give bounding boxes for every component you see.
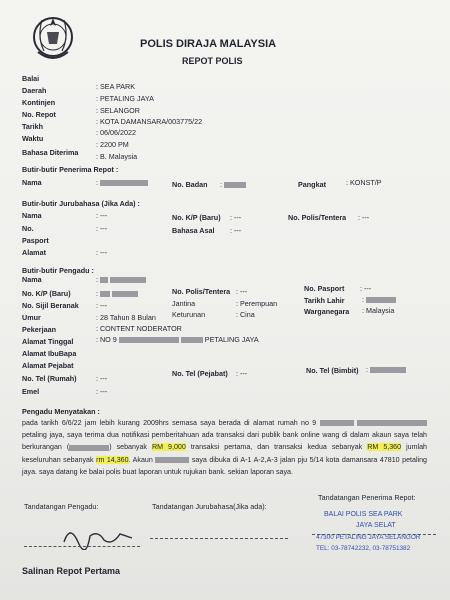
- complainant-kp-redacted: :: [96, 289, 138, 298]
- complainant-race-value: : Cina: [236, 310, 255, 319]
- interpreter-police-label: No. Polis/Tentera: [288, 213, 347, 222]
- info-label-tarikh: Tarikh: [22, 122, 44, 131]
- info-value-kontinjen: : SELANGOR: [96, 106, 140, 115]
- statement-text: [22, 417, 427, 478]
- stamp-line-4: TEL: 03-78742232, 03-78751382: [316, 545, 411, 552]
- complainant-dob-redacted: :: [362, 295, 396, 304]
- amount-first-transaction: RM 9,000: [152, 443, 186, 452]
- complainant-age-value: : 28 Tahun 8 Bulan: [96, 313, 156, 322]
- amount-second-transaction: RM 5,360: [367, 443, 402, 452]
- complainant-home-tel-value: : ---: [96, 374, 108, 383]
- complainant-home-value: [96, 335, 259, 344]
- home-address-prefix: : NO 9: [96, 335, 117, 344]
- statement-heading: Pengadu Menyatakan :: [22, 407, 100, 416]
- complainant-dob-label: Tarikh Lahir: [304, 296, 345, 305]
- complainant-signature-line: [24, 546, 140, 547]
- complainant-citizenship-value: : Malaysia: [362, 306, 395, 315]
- interpreter-signature-line: [150, 538, 288, 539]
- stamp-line-1: BALAI POLIS SEA PARK: [324, 511, 403, 518]
- complainant-heading: Butir-butir Pengadu :: [22, 266, 94, 275]
- complainant-race-label: Keturunan: [172, 310, 206, 319]
- complainant-mobile-redacted: :: [366, 365, 406, 374]
- info-value-daerah: : PETALING JAYA: [96, 94, 154, 103]
- complainant-email-label: Emel: [22, 387, 40, 396]
- complainant-name-redacted: :: [96, 275, 146, 284]
- statement-line-5: jumlah keseluruhan sebanyak: [22, 443, 428, 464]
- receiver-rank-value: : KONST/P: [346, 178, 382, 187]
- statement-line-7: saya dibuka di A-1 A-2,A-3 jalan pju 5/14 kota damansara 47810 petaling jaya. saya datang ke balai polis buat laporan untuk rujukan bank. sekian laporan saya.: [22, 455, 427, 476]
- info-value-bahasa: : B. Malaysia: [96, 152, 138, 161]
- complainant-email-value: : ---: [96, 387, 108, 396]
- stamp-line-2: JAYA SELAT: [356, 522, 396, 529]
- interpreter-heading: Butir-butir Jurubahasa (Jika Ada) :: [22, 199, 140, 208]
- complainant-police-value: : ---: [236, 287, 248, 296]
- complainant-office-tel-label: No. Tel (Pejabat): [172, 369, 228, 378]
- complainant-passport-label: No. Pasport: [304, 284, 345, 293]
- receiver-name-label: Nama: [22, 178, 42, 187]
- police-crest-logo: [30, 12, 76, 66]
- stamp-line-3: 47300 PETALING JAYA SELANGOR: [316, 534, 421, 541]
- receiver-rank-label: Pangkat: [298, 180, 326, 189]
- interpreter-name-label: Nama: [22, 211, 42, 220]
- info-value-waktu: : 2200 PM: [96, 140, 129, 149]
- complainant-police-label: No. Polis/Tentera: [172, 287, 231, 296]
- info-label-no-repot: No. Repot: [22, 110, 56, 119]
- info-value-no-repot: : KOTA DAMANSARA/003775/22: [96, 117, 203, 126]
- amount-total: rm 14,360: [96, 455, 129, 464]
- interpreter-kp-value: : ---: [230, 213, 242, 222]
- receiver-badge-redacted: :: [220, 180, 246, 189]
- receiver-name-redacted: :: [96, 178, 148, 187]
- complainant-home-label: Alamat Tinggal: [22, 337, 74, 346]
- complainant-gender-value: : Perempuan: [236, 299, 278, 308]
- complainant-home-tel-label: No. Tel (Rumah): [22, 374, 77, 383]
- interpreter-no-label: No.: [22, 224, 34, 233]
- page-subtitle: REPOT POLIS: [182, 56, 243, 66]
- info-label-daerah: Daerah: [22, 86, 47, 95]
- complainant-office-tel-value: : ---: [236, 369, 248, 378]
- complainant-signature-label: Tandatangan Pengadu:: [24, 502, 99, 511]
- home-address-city: PETALING JAYA: [204, 335, 259, 344]
- interpreter-lang-label: Bahasa Asal: [172, 226, 215, 235]
- info-label-balai: Balai: [22, 74, 40, 83]
- interpreter-address-label: Alamat: [22, 248, 46, 257]
- info-value-balai: : SEA PARK: [96, 82, 136, 91]
- footer-copy-label: Salinan Repot Pertama: [22, 566, 121, 576]
- statement-line-2: petaling jaya, saya terima dua notifikasi pemberitahuan ada transaksi dari publik bank online wang di dalam akaun saya telah berkurangan (: [22, 431, 427, 452]
- complainant-mobile-label: No. Tel (Bimbit): [306, 366, 359, 375]
- receiver-heading: Butir-butir Penerima Repot :: [22, 165, 119, 174]
- interpreter-police-value: : ---: [358, 213, 370, 222]
- statement-line-3: ) sebanyak: [109, 443, 147, 452]
- complainant-office-label: Alamat Pejabat: [22, 361, 74, 370]
- interpreter-no-value: : ---: [96, 224, 108, 233]
- page-title: POLIS DIRAJA MALAYSIA: [140, 38, 277, 50]
- interpreter-kp-label: No. K/P (Baru): [172, 213, 221, 222]
- statement-line-4: transaksi pertama, dan transaksi kedua sebanyak: [190, 443, 363, 452]
- receiver-badge-label: No. Badan: [172, 180, 208, 189]
- complainant-birthcert-label: No. Sijil Beranak: [22, 301, 79, 310]
- info-label-waktu: Waktu: [22, 134, 44, 143]
- info-label-bahasa: Bahasa Diterima: [22, 148, 79, 157]
- complainant-citizenship-label: Warganegara: [304, 307, 350, 316]
- complainant-birthcert-value: : ---: [96, 301, 108, 310]
- complainant-job-label: Pekerjaan: [22, 325, 56, 334]
- complainant-age-label: Umur: [22, 313, 41, 322]
- interpreter-passport-label: Pasport: [22, 236, 49, 245]
- complainant-job-value: : CONTENT NODERATOR: [96, 324, 182, 333]
- complainant-passport-value: : ---: [360, 284, 372, 293]
- interpreter-lang-value: : ---: [230, 226, 242, 235]
- complainant-kp-label: No. K/P (Baru): [22, 289, 71, 298]
- interpreter-address-value: : ---: [96, 248, 108, 257]
- interpreter-signature-label: Tandatangan Jurubahasa(Jika ada):: [152, 502, 267, 511]
- complainant-parents-address-label: Alamat IbuBapa: [22, 349, 77, 358]
- complainant-name-label: Nama: [22, 275, 42, 284]
- info-label-kontinjen: Kontinjen: [22, 98, 56, 107]
- statement-line-1: pada tarikh 6/6/22 jam lebih kurang 2009hrs semasa saya berada di alamat rumah no 9: [22, 419, 317, 427]
- info-value-tarikh: : 06/06/2022: [96, 128, 136, 137]
- interpreter-name-value: : ---: [96, 211, 108, 220]
- receiver-signature-label: Tandatangan Penerima Repot:: [318, 493, 416, 502]
- complainant-gender-label: Jantina: [172, 299, 196, 308]
- statement-line-6: . Akaun: [128, 455, 153, 464]
